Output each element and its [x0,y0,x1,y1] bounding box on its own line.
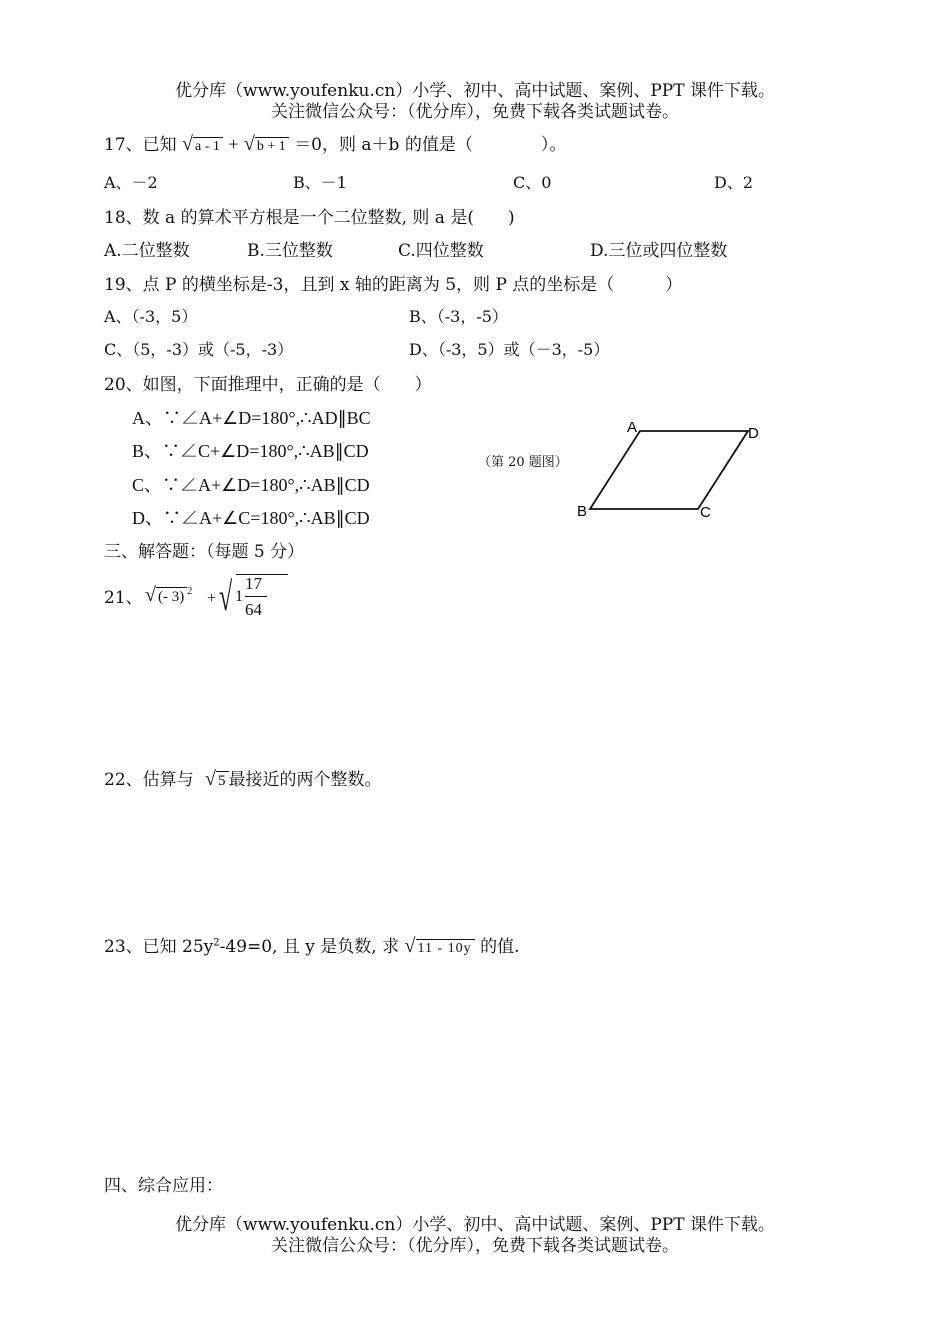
q18-option-a: A.二位整数 [104,241,190,261]
q17-option-d: D、2 [714,173,754,192]
question-17 [104,130,566,156]
q20-figure-caption: （第 20 题图） [478,455,568,470]
q20-option-d: D、∵∠A+∠C=180°,∴AB∥CD [132,508,370,528]
parallelogram-shape [590,431,748,509]
vertex-label-b: B [577,503,588,520]
question-22: 22、估算与 √ 5 最接近的两个整数。 [104,768,382,790]
q21-plus: + [207,590,217,607]
q18-option-b: B.三位整数 [247,241,333,261]
q17-option-c: C、0 [513,173,552,192]
vertex-label-a: A [627,419,638,436]
q18-option-c: C.四位整数 [398,241,484,261]
question-18: 18、数 a 的算术平方根是一个二位整数, 则 a 是( ) [104,208,515,228]
q23-radical: √ 11 - 10y [405,936,475,956]
q17-plus: + [228,134,239,154]
q19-option-d: D、（-3，5）或（－3，-5） [409,340,610,359]
footer-line-1: 优分库（www.youfenku.cn）小学、初中、高中试题、案例、PPT 课件下载。 [175,1215,775,1235]
q18-option-d: D.三位或四位整数 [590,241,728,261]
q17-suffix: ＝0，则 a＋b 的值是（ ）。 [294,135,567,155]
header-line-2: 关注微信公众号：（优分库），免费下载各类试题试卷。 [271,102,679,122]
q17-prefix: 17、已知 [104,135,177,155]
q17-radical-2: √ b + 1 [244,134,289,154]
section-4-title: 四、综合应用： [104,1176,223,1196]
footer-line-2: 关注微信公众号：（优分库），免费下载各类试题试卷。 [271,1236,679,1256]
q20-option-c: C、∵∠A+∠D=180°,∴AB∥CD [132,475,370,495]
question-20: 20、如图，下面推理中，正确的是（ ） [104,375,432,395]
q19-option-c: C、（5，-3）或（-5，-3） [104,340,294,359]
section-3-title: 三、解答题：（每题 5 分） [104,542,305,562]
question-23: 23、已知 $25y^2-49=0$, 且 y 是负数, 求 √ 11 - 10y 的值. [104,935,520,957]
q19-option-b: B、（-3，-5） [409,307,508,326]
header-line-1: 优分库（www.youfenku.cn）小学、初中、高中试题、案例、PPT 课件下载。 [175,81,775,101]
q19-option-a: A、（-3，5） [104,307,198,326]
q17-option-b: B、－1 [293,173,347,192]
question-19: 19、点 P 的横坐标是-3，且到 x 轴的距离为 5，则 P 点的坐标是（ ） [104,275,683,295]
q17-radical-1: √ a - 1 [182,134,223,154]
vertex-label-c: C [700,504,711,521]
q20-option-a: A、∵∠A+∠D=180°,∴AD∥BC [132,408,371,428]
vertex-label-d: D [748,425,759,442]
q20-option-b: B、∵∠C+∠D=180°,∴AB∥CD [132,441,369,461]
q17-option-a: A、－2 [104,173,158,192]
parallelogram-figure [570,412,770,524]
q21-radical-1: √ (- 3) $^2$ [145,584,193,606]
q21-prefix: 21、 [104,588,143,608]
q22-radical: √ 5 [205,769,228,789]
